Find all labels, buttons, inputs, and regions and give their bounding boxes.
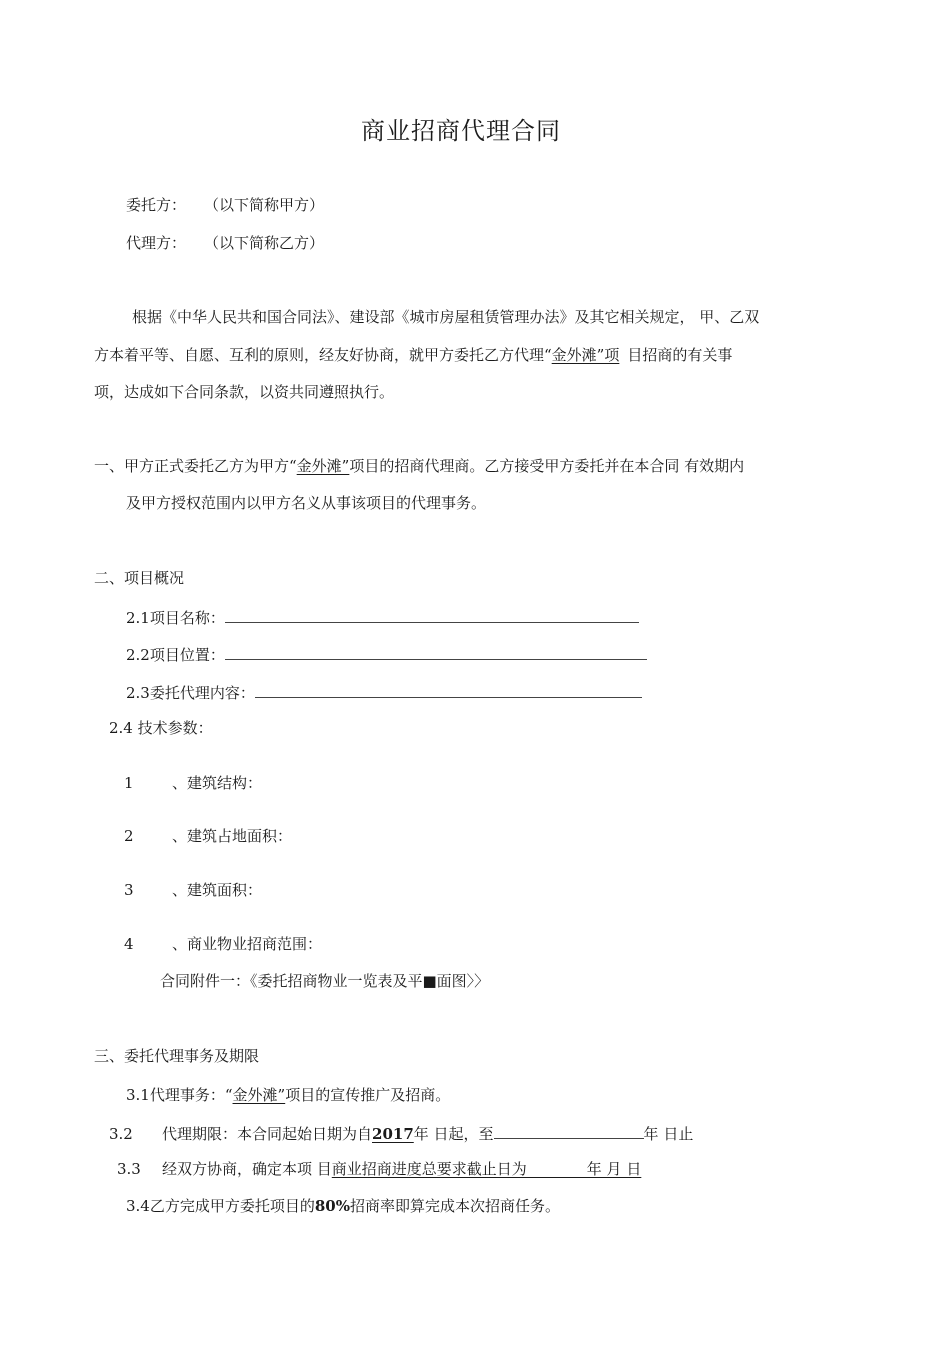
preamble-line-1: 根据《中华人民共和国合同法》、建设部《城市房屋租赁管理办法》及其它相关规定， 甲、乙双	[132, 308, 760, 326]
attachment-note: 合同附件一：《委托招商物业一览表及平■面图〉〉	[160, 972, 490, 990]
item-2-1-label: 2.1项目名称：	[126, 609, 225, 627]
param-number: 4	[124, 935, 134, 953]
param-row	[124, 934, 322, 954]
item-2-1	[126, 606, 639, 628]
agent-note: （以下简称乙方）	[204, 234, 325, 252]
item-2-2	[126, 643, 647, 665]
project-name-underlined: 金外滩”	[296, 457, 350, 475]
item-3-2	[109, 1122, 693, 1144]
item-2-2-label: 2.2项目位置：	[126, 646, 225, 664]
item-3-3-text: 经双方协商，确定本项 目	[162, 1160, 332, 1178]
item-3-3	[117, 1159, 641, 1179]
project-name-underlined: 金外滩”项	[551, 346, 620, 364]
item-3-4-text: 招商率即算完成本次招商任务。	[350, 1197, 561, 1215]
section3-heading: 三、委托代理事务及期限	[94, 1047, 260, 1065]
section1-line-2: 及甲方授权范围内以甲方名义从事该项目的代理事务。	[126, 494, 487, 512]
item-3-1-text: 3.1代理事务：“	[126, 1086, 233, 1104]
preamble-line-3: 项，达成如下合同条款，以资共同遵照执行。	[94, 383, 395, 401]
param-row	[124, 826, 292, 846]
principal-line	[126, 195, 324, 215]
item-3-2-text: 年 日止	[643, 1125, 694, 1143]
principal-note: （以下简称甲方）	[204, 196, 325, 214]
item-3-1	[126, 1085, 450, 1105]
item-3-4	[126, 1196, 560, 1216]
item-3-1-text: 项目的宣传推广及招商。	[285, 1086, 451, 1104]
item-3-2-number: 3.2	[109, 1125, 133, 1143]
param-number: 2	[124, 827, 134, 845]
project-location-blank[interactable]	[225, 643, 647, 660]
param-row	[124, 880, 262, 900]
end-date-blank[interactable]	[494, 1122, 644, 1139]
section1-text: 项目的招商代理商。乙方接受甲方委托并在本合同 有效期内	[349, 457, 745, 475]
document-title: 商业招商代理合同	[361, 117, 561, 145]
agency-content-blank[interactable]	[255, 681, 642, 698]
item-3-2-text: 年 日起，至	[413, 1125, 494, 1143]
item-2-4: 2.4 技术参数：	[109, 719, 213, 737]
preamble-line-2	[94, 345, 732, 365]
preamble-text: 方本着平等、自愿、互利的原则，经友好协商，就甲方委托乙方代理“	[94, 346, 552, 364]
project-name-blank[interactable]	[225, 606, 639, 623]
deadline-underlined: 商业招商进度总要求截止日为 年 月 日	[331, 1160, 642, 1178]
section2-heading: 二、项目概况	[94, 569, 185, 587]
start-year: 2017	[372, 1125, 414, 1143]
item-3-2-text: 代理期限：本合同起始日期为自	[162, 1125, 373, 1143]
param-text: 、建筑结构：	[172, 774, 263, 792]
project-name-underlined: 金外滩”	[232, 1086, 286, 1104]
item-2-3	[126, 681, 642, 703]
target-rate: 80%	[314, 1197, 350, 1215]
principal-label: 委托方：	[126, 196, 187, 214]
item-3-3-number: 3.3	[117, 1160, 141, 1178]
item-3-4-text: 3.4乙方完成甲方委托项目的	[126, 1197, 315, 1215]
param-text: 、建筑占地面积：	[172, 827, 293, 845]
param-row	[124, 773, 262, 793]
item-2-3-label: 2.3委托代理内容：	[126, 684, 255, 702]
param-number: 1	[124, 774, 134, 792]
agent-line	[126, 233, 324, 253]
agent-label: 代理方：	[126, 234, 187, 252]
param-number: 3	[124, 881, 134, 899]
section1-text: 一、甲方正式委托乙方为甲方“	[94, 457, 297, 475]
section1-line-1	[94, 456, 744, 476]
param-text: 、建筑面积：	[172, 881, 263, 899]
param-text: 、商业物业招商范围：	[172, 935, 323, 953]
preamble-text: 目招商的有关事	[627, 346, 733, 364]
